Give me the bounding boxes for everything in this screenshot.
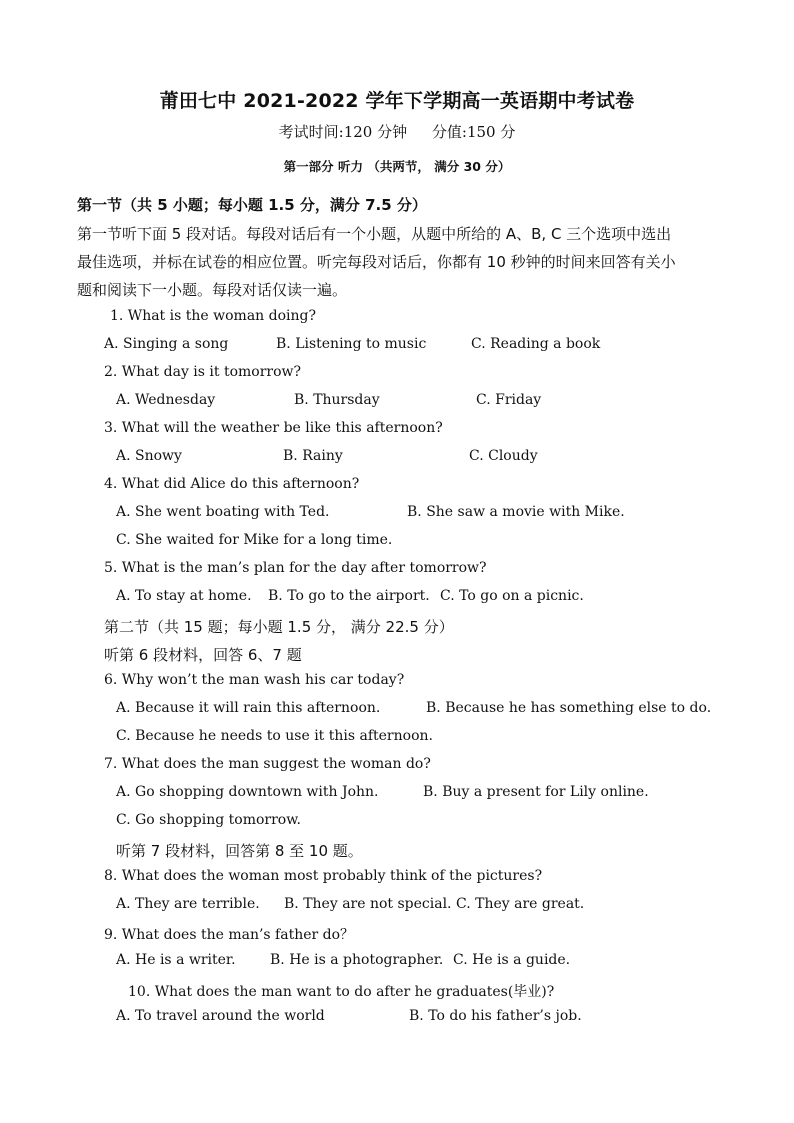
q9-option-a: A. He is a writer. bbox=[116, 952, 236, 968]
q2-option-c: C. Friday bbox=[476, 392, 542, 408]
q6-option-a: A. Because it will rain this afternoon. bbox=[116, 700, 381, 716]
q1-option-c: C. Reading a book bbox=[471, 336, 601, 352]
q10-option-a: A. To travel around the world bbox=[116, 1008, 325, 1024]
q4-option-a: A. She went boating with Ted. bbox=[116, 504, 330, 520]
q7-option-c: C. Go shopping tomorrow. bbox=[116, 812, 301, 828]
question-3: 3. What will the weather be like this afternoon? bbox=[104, 420, 443, 436]
exam-info bbox=[0, 121, 794, 142]
q3-option-a: A. Snowy bbox=[116, 448, 182, 464]
q3-option-c: C. Cloudy bbox=[469, 448, 538, 464]
q1-option-a: A. Singing a song bbox=[104, 336, 229, 352]
q9-option-c: C. He is a guide. bbox=[453, 952, 571, 968]
q9-option-b: B. He is a photographer. bbox=[270, 952, 444, 968]
q6-option-c: C. Because he needs to use it this afternoon. bbox=[116, 728, 433, 744]
q4-option-c: C. She waited for Mike for a long time. bbox=[116, 532, 393, 548]
q10-option-b: B. To do his father’s job. bbox=[409, 1008, 582, 1024]
section2-heading: 第二节（共 15 题；每小题 1.5 分， 满分 22.5 分） bbox=[104, 618, 454, 636]
material-7-note: 听第 7 段材料，回答第 8 至 10 题。 bbox=[116, 842, 363, 860]
instruction-line: 第一节听下面 5 段对话。每段对话后有一个小题，从题中所给的 A、B, C 三个选项中选出 bbox=[77, 225, 672, 243]
q8-option-c: C. They are great. bbox=[456, 896, 585, 912]
question-6: 6. Why won’t the man wash his car today? bbox=[104, 672, 405, 688]
exam-score: 分值:150 分 bbox=[431, 123, 516, 141]
q6-option-b: B. Because he has something else to do. bbox=[426, 700, 712, 716]
q1-option-b: B. Listening to music bbox=[276, 336, 427, 352]
q2-option-a: A. Wednesday bbox=[116, 392, 216, 408]
instruction-line: 题和阅读下一小题。每段对话仅读一遍。 bbox=[77, 281, 348, 299]
question-8: 8. What does the woman most probably think of the pictures? bbox=[104, 868, 543, 884]
question-4: 4. What did Alice do this afternoon? bbox=[104, 476, 360, 492]
q8-option-a: A. They are terrible. bbox=[116, 896, 260, 912]
section1-heading: 第一节（共 5 小题；每小题 1.5 分，满分 7.5 分） bbox=[77, 196, 427, 214]
question-1: 1. What is the woman doing? bbox=[110, 308, 316, 324]
q5-option-c: C. To go on a picnic. bbox=[440, 588, 584, 604]
question-9: 9. What does the man’s father do？ bbox=[104, 927, 355, 943]
q2-option-b: B. Thursday bbox=[294, 392, 380, 408]
question-5: 5. What is the man’s plan for the day after tomorrow? bbox=[104, 560, 487, 576]
q7-option-a: A. Go shopping downtown with John. bbox=[116, 784, 379, 800]
material-6-note: 听第 6 段材料，回答 6、7 题 bbox=[104, 646, 302, 664]
question-10: 10. What does the man want to do after he graduates(毕业)? bbox=[128, 984, 555, 1000]
exam-title: 莆田七中 2021-2022 学年下学期高一英语期中考试卷 bbox=[159, 90, 635, 112]
question-7: 7. What does the man suggest the woman do? bbox=[104, 756, 431, 772]
question-2: 2. What day is it tomorrow? bbox=[104, 364, 302, 380]
instruction-line: 最佳选项，并标在试卷的相应位置。听完每段对话后，你都有 10 秒钟的时间来回答有关小 bbox=[77, 253, 676, 271]
exam-time: 考试时间:120 分钟 bbox=[278, 123, 408, 141]
q5-option-a: A. To stay at home. bbox=[116, 588, 252, 604]
q7-option-b: B. Buy a present for Lily online. bbox=[423, 784, 649, 800]
q8-option-b: B. They are not special. bbox=[284, 896, 452, 912]
q4-option-b: B. She saw a movie with Mike. bbox=[407, 504, 625, 520]
q5-option-b: B. To go to the airport. bbox=[268, 588, 430, 604]
part-heading: 第一部分 听力 （共两节， 满分 30 分） bbox=[283, 159, 511, 174]
q3-option-b: B. Rainy bbox=[283, 448, 343, 464]
